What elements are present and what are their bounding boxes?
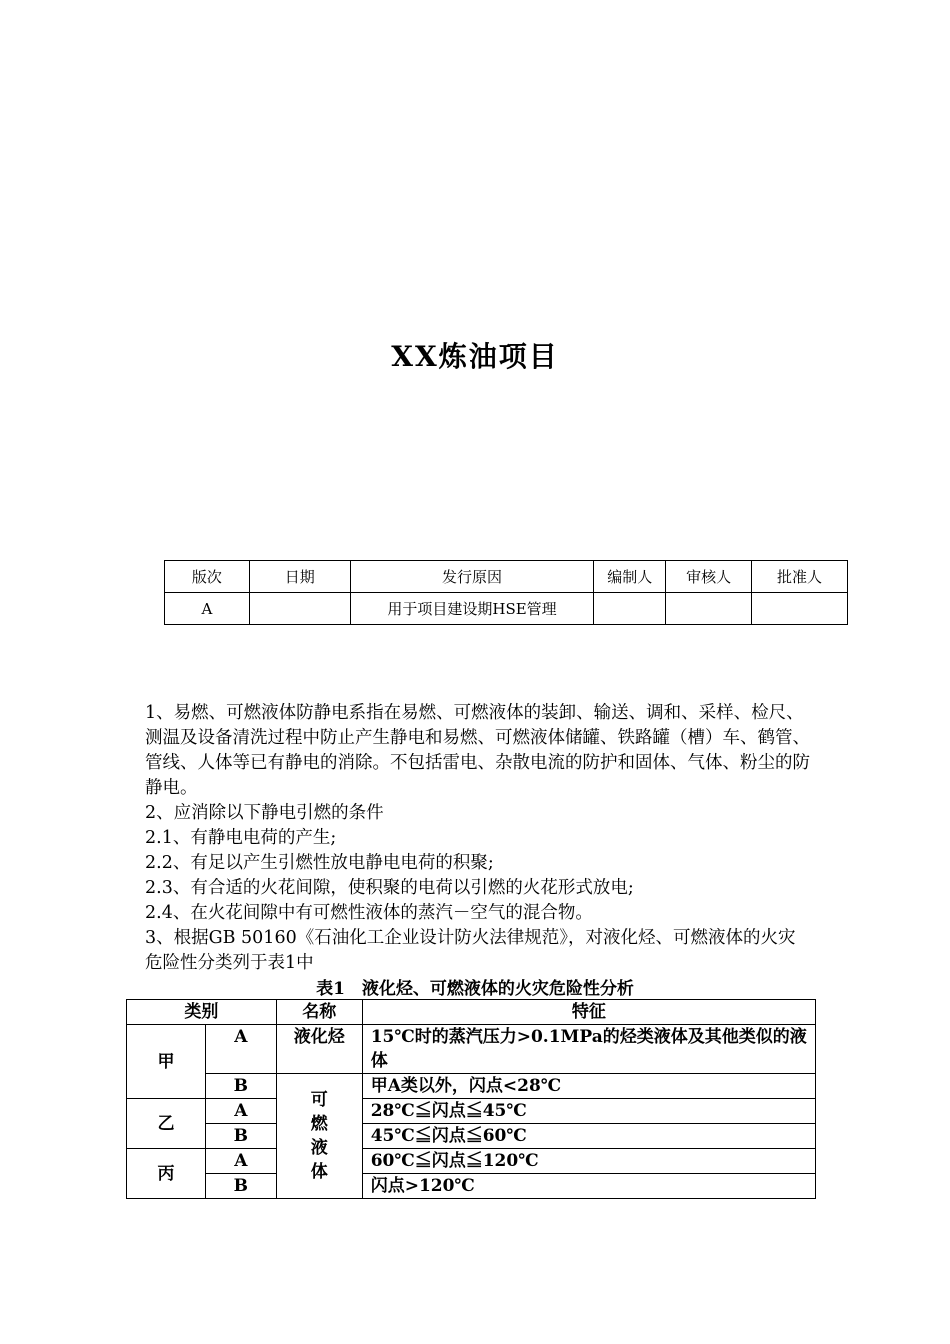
revision-row [165, 593, 848, 625]
cell-version: A [165, 593, 250, 625]
subclass-a: A [205, 1099, 276, 1124]
header-preparer: 编制人 [594, 561, 666, 593]
class-yi: 乙 [127, 1099, 206, 1149]
revision-table [164, 560, 848, 625]
hazard-row [127, 1149, 816, 1174]
header-version: 版次 [165, 561, 250, 593]
hazard-row [127, 1124, 816, 1149]
header-feature: 特征 [362, 1000, 815, 1025]
feature-cell: 15℃时的蒸汽压力>0.1MPa的烃类液体及其他类似的液体 [362, 1025, 815, 1074]
body-text [145, 701, 810, 976]
header-reviewer: 审核人 [666, 561, 752, 593]
document-title: XX炼油项目 [391, 340, 559, 373]
class-bing: 丙 [127, 1149, 206, 1199]
cell-preparer [594, 593, 666, 625]
cell-reason: 用于项目建设期HSE管理 [350, 593, 594, 625]
paragraph-2-3: 2.3、有合适的火花间隙，使积聚的电荷以引燃的火花形式放电; [145, 878, 634, 898]
header-date: 日期 [249, 561, 350, 593]
feature-cell: 60℃≦闪点≦120℃ [362, 1149, 815, 1174]
hazard-row [127, 1074, 816, 1099]
feature-cell: 闪点>120℃ [362, 1174, 815, 1199]
name-flammable-liquid [276, 1074, 362, 1199]
subclass-a: A [205, 1025, 276, 1074]
table-caption: 表1 液化烃、可燃液体的火灾危险性分析 [316, 979, 634, 999]
cell-date [249, 593, 350, 625]
cell-reviewer [666, 593, 752, 625]
subclass-a: A [205, 1149, 276, 1174]
hazard-row [127, 1099, 816, 1124]
name-char: 液 [310, 1138, 328, 1158]
revision-header-row [165, 561, 848, 593]
subclass-b: B [205, 1174, 276, 1199]
hazard-row [127, 1174, 816, 1199]
name-char: 体 [310, 1162, 328, 1182]
paragraph-2-2: 2.2、有足以产生引燃性放电静电电荷的积聚; [145, 853, 494, 873]
header-approver: 批准人 [752, 561, 848, 593]
name-char: 燃 [310, 1114, 328, 1134]
feature-cell: 28℃≦闪点≦45℃ [362, 1099, 815, 1124]
hazard-header-row [127, 1000, 816, 1025]
paragraph-3: 3、根据GB 50160《石油化工企业设计防火法律规范》，对液化烃、可燃液体的火灾危险性分类列于表1中 [145, 928, 796, 973]
header-name: 名称 [276, 1000, 362, 1025]
paragraph-2-4: 2.4、在火花间隙中有可燃性液体的蒸汽－空气的混合物。 [145, 903, 593, 923]
paragraph-1: 1、易燃、可燃液体防静电系指在易燃、可燃液体的装卸、输送、调和、采样、检尺、测温及设备清洗过程中防止产生静电和易燃、可燃液体储罐、铁路罐（槽）车、鹤管、管线、人体等已有静电的消除。不包括雷电、杂散电流的防护和固体、气体、粉尘的防静电。 [145, 703, 810, 798]
paragraph-2-1: 2.1、有静电电荷的产生; [145, 828, 337, 848]
subclass-b: B [205, 1074, 276, 1099]
subclass-b: B [205, 1124, 276, 1149]
cell-approver [752, 593, 848, 625]
name-lpg: 液化烃 [276, 1025, 362, 1074]
class-jia: 甲 [127, 1025, 206, 1099]
hazard-row [127, 1025, 816, 1074]
header-class: 类别 [127, 1000, 277, 1025]
name-char: 可 [310, 1090, 328, 1110]
feature-cell: 45℃≦闪点≦60℃ [362, 1124, 815, 1149]
hazard-table [126, 999, 816, 1199]
paragraph-2: 2、应消除以下静电引燃的条件 [145, 803, 384, 823]
feature-cell: 甲A类以外，闪点<28℃ [362, 1074, 815, 1099]
header-reason: 发行原因 [350, 561, 594, 593]
